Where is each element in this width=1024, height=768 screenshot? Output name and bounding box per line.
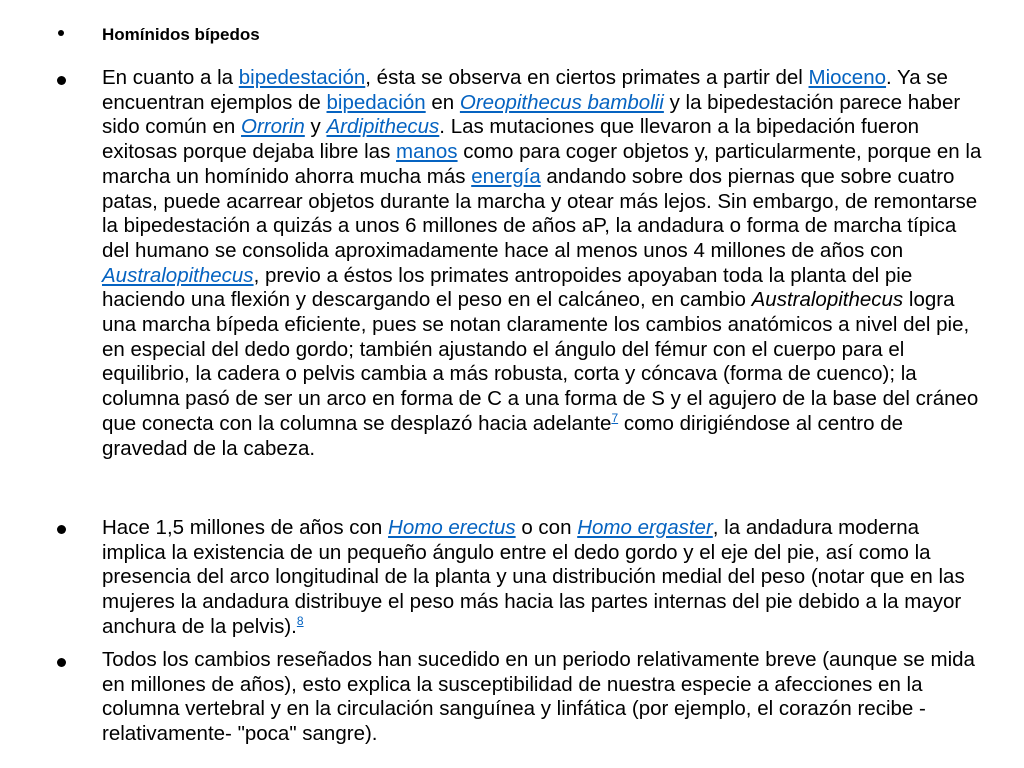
link-mioceno[interactable]: Mioceno [808,66,887,89]
text-run: y la bipedestación parece haber sido común en [102,90,961,139]
link-bipedestacion[interactable]: bipedestación [238,66,366,89]
text-run: , ésta se observa en ciertos primates a partir del [365,66,809,89]
text-run: . Ya se encuentran ejemplos de [102,66,948,114]
link-orrorin[interactable]: Orrorin [241,115,305,139]
text-run: logra una marcha bípeda eficiente, pues se notan claramente los cambios anatómicos a nivel del pie, en especial del dedo gordo; también ajustando el ángulo del fémur con el cuerpo para el equilibrio, la cadera o pelvis cambia a más robusta, corta y cóncava (forma de cuenco); la columna pasó de ser un arco en forma de C a una forma de S y el agujero de la base del cráneo que conecta con la columna se desplazó hacia adelante [102,288,979,435]
link-ardipithecus[interactable]: Ardipithecus [326,115,440,139]
text-run: o con [515,516,578,539]
link-oreopithecus-bambolii[interactable]: Oreopithecus bambolii [459,90,664,114]
paragraph-cambios: Todos los cambios reseñados han sucedido en un periodo relativamente breve (aunque se mida en millones de años), esto explica la susceptibilidad de nuestra especie a afecciones en la columna vertebral y en la circulación sanguínea y linfática (por ejemplo, el corazón recibe -relativamente- "poca" sangre). [102,648,975,746]
text-run: como para coger objetos y, particularmente, porque en la marcha un homínido ahorra mucha más [102,140,982,188]
link-bipedacion[interactable]: bipedación [326,90,426,114]
bullet-dot-icon [57,76,66,85]
bullet-dot-icon [57,658,66,667]
text-run: En cuanto a la [102,66,239,89]
footnote-link-8[interactable]: 8 [296,613,304,628]
text-run: y [304,115,327,139]
italic-australopithecus: Australopithecus [751,288,904,312]
paragraph-bipedestacion [102,66,982,461]
link-homo-erectus[interactable]: Homo erectus [388,516,516,539]
footnote-link-7[interactable]: 7 [611,411,619,426]
link-homo-ergaster[interactable]: Homo ergaster [577,516,713,539]
section-heading: Homínidos bípedos [102,25,260,44]
text-run: , previo a éstos los primates antropoides apoyaban toda la planta del pie haciendo una flexión y descargando el peso en el calcáneo, en cambio [102,263,913,312]
text-run: andando sobre dos piernas que sobre cuatro patas, puede acarrear objetos durante la marcha y otear más lejos. Sin embargo, de remontarse la bipedestación a quizás a unos 6 millones de años aP, la andadura o forma de marcha típica del humano se consolida aproximadamente hace al menos unos 4 millones de años con [102,164,978,262]
bullet-dot-icon [58,30,64,36]
link-energia[interactable]: energía [471,164,541,188]
text-run: , la andadura moderna implica la existencia de un pequeño ángulo entre el dedo gordo y el eje del pie, así como la presencia del arco longitudinal de la planta y una distribución medial del peso (notar que en las mujeres la andadura distribuye el peso más hacia las partes internas del pie debido a la mayor anchura de la pelvis). [102,516,965,638]
text-run: Hace 1,5 millones de años con [102,516,389,539]
text-run: . Las mutaciones que llevaron a la bipedación fueron exitosas porque dejaba libre las [102,115,920,164]
bullet-dot-icon [57,525,66,534]
paragraph-homo-erectus [102,516,982,640]
text-run: como dirigiéndose al centro de gravedad de la cabeza. [102,411,904,460]
link-manos[interactable]: manos [396,140,458,164]
text-run: en [425,90,460,114]
link-australopithecus[interactable]: Australopithecus [102,263,254,287]
